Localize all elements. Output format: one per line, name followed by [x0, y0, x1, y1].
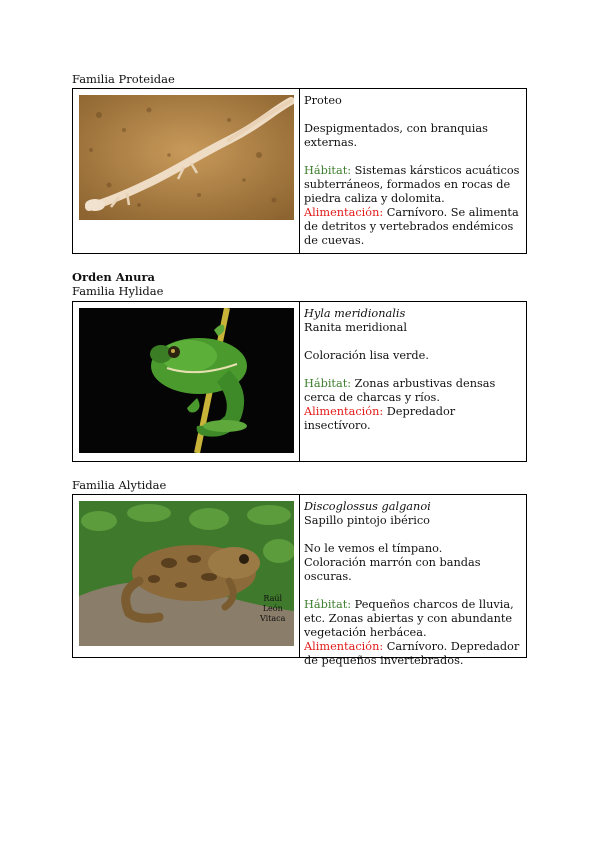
habitat-label: Hábitat:: [304, 164, 352, 177]
photo-credit: [260, 594, 285, 624]
common-name: Proteo: [304, 94, 342, 107]
order-heading: Orden Anura: [72, 270, 155, 284]
credit-line: Raúl: [263, 594, 283, 603]
habitat-line: [304, 377, 522, 405]
species-card: [72, 494, 527, 667]
species-card: [72, 301, 527, 462]
section-alytidae: [72, 478, 527, 667]
habitat-label: Hábitat:: [304, 598, 352, 611]
habitat-text: Sistemas kársticos acuáticos subterráneos, formados en rocas de piedra caliza y dolomita.: [304, 164, 520, 205]
tree-frog-photo-icon: [79, 308, 294, 453]
food-label: Alimentación:: [304, 206, 384, 219]
food-line: [304, 206, 522, 248]
credit-line: Vitaca: [260, 614, 286, 623]
habitat-line: [304, 598, 522, 640]
painted-frog-photo-icon: [79, 501, 294, 646]
food-text: Carnívoro. Depredador de pequeños invertebrados.: [304, 640, 520, 667]
food-text: Depredador insectívoro.: [304, 405, 456, 432]
credit-line: León: [262, 604, 283, 613]
scientific-name: Hyla meridionalis: [304, 307, 406, 320]
section-hylidae: [72, 270, 527, 462]
description: Coloración lisa verde.: [304, 349, 429, 362]
species-card: [72, 88, 527, 254]
species-text: [300, 495, 526, 667]
common-name: Sapillo pintojo ibérico: [304, 514, 430, 527]
food-text: Carnívoro. Se alimenta de detritos y vertebrados endémicos de cuevas.: [304, 206, 519, 247]
description-line-2: Coloración marrón con bandas oscuras.: [304, 556, 481, 583]
habitat-line: [304, 164, 522, 206]
species-text: [300, 89, 526, 253]
food-label: Alimentación:: [304, 640, 384, 653]
species-photo-cell: [73, 495, 300, 657]
family-heading: Familia Alytidae: [72, 478, 167, 492]
species-photo-cell: [73, 89, 300, 253]
section-proteidae: [72, 72, 527, 254]
food-line: [304, 640, 522, 668]
common-name: Ranita meridional: [304, 321, 407, 334]
scientific-name: Discoglossus galganoi: [304, 500, 431, 513]
description: Despigmentados, con branquias externas.: [304, 122, 488, 149]
habitat-text: Pequeños charcos de lluvia, etc. Zonas abiertas y con abundante vegetación herbácea.: [304, 598, 514, 639]
habitat-text: Zonas arbustivas densas cerca de charcas y ríos.: [304, 377, 496, 404]
species-photo-cell: [73, 302, 300, 461]
olm-photo-icon: [79, 95, 294, 220]
species-text: [300, 302, 526, 461]
description-line-1: No le vemos el tímpano.: [304, 542, 443, 555]
family-heading: Familia Proteidae: [72, 72, 175, 86]
habitat-label: Hábitat:: [304, 377, 352, 390]
family-heading: Familia Hylidae: [72, 284, 164, 298]
food-line: [304, 405, 522, 433]
food-label: Alimentación:: [304, 405, 384, 418]
